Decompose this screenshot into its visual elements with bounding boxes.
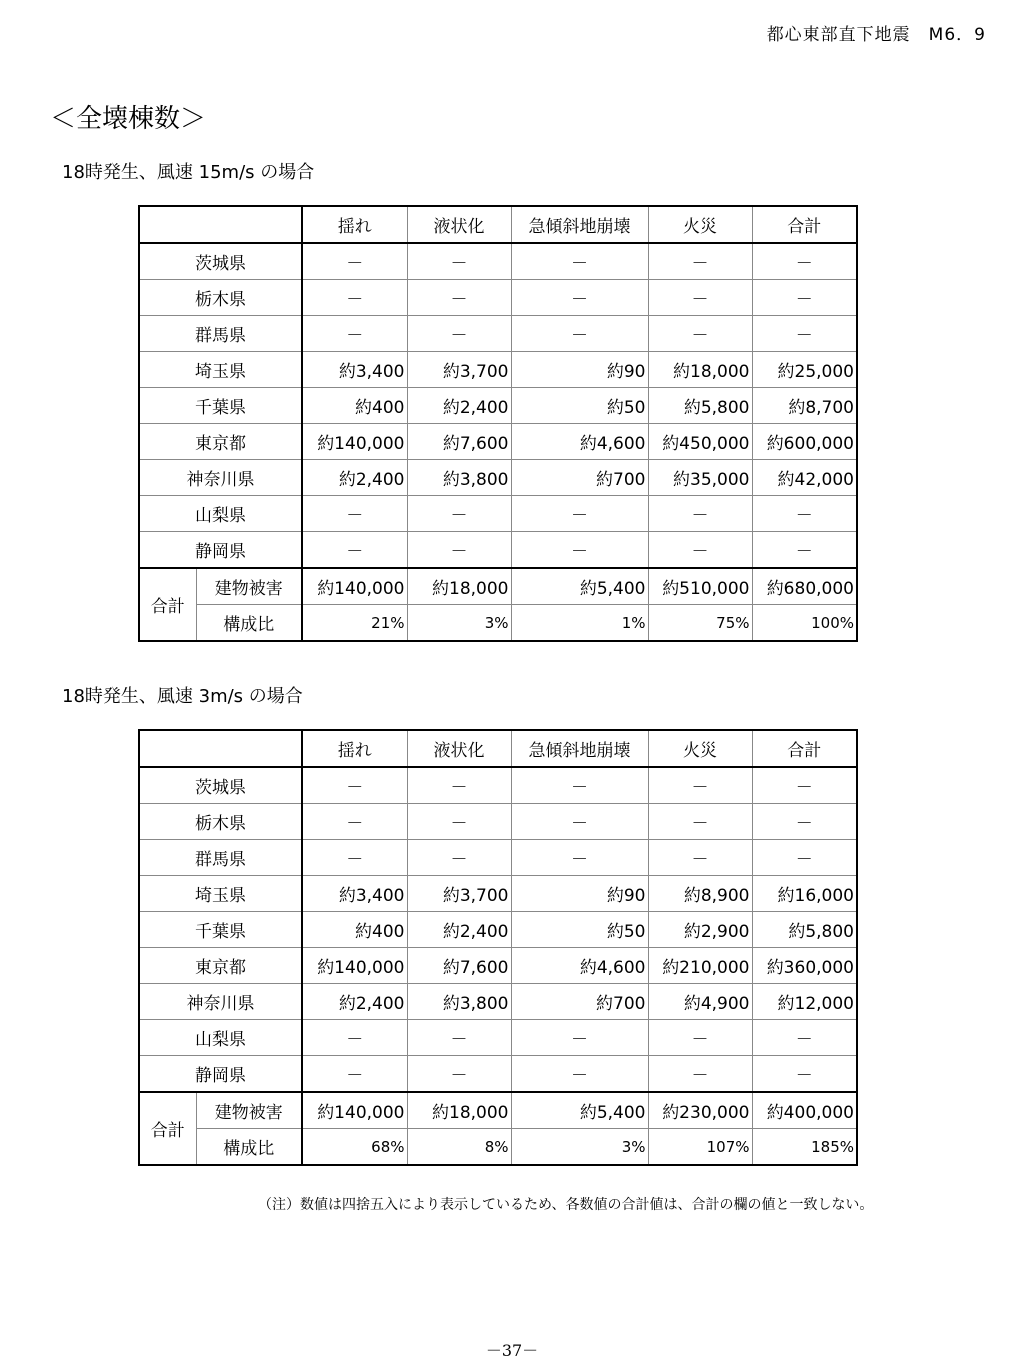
- ratio-value: 100%: [752, 605, 857, 642]
- damage-value: －: [511, 316, 648, 352]
- damage-value: －: [407, 316, 511, 352]
- damage-value: －: [302, 1020, 407, 1056]
- prefecture-name: 栃木県: [139, 280, 302, 316]
- damage-value: －: [752, 1020, 857, 1056]
- damage-value: 約600,000: [752, 424, 857, 460]
- damage-value: －: [752, 804, 857, 840]
- damage-value: －: [302, 243, 407, 280]
- header-corner-cell: [139, 206, 302, 243]
- damage-value: 約3,800: [407, 984, 511, 1020]
- total-value: 約5,400: [511, 1092, 648, 1129]
- prefecture-name: 千葉県: [139, 912, 302, 948]
- total-value: 約5,400: [511, 568, 648, 605]
- page-number: －37－: [485, 1341, 539, 1360]
- table-row: [139, 840, 857, 876]
- ratio-row: [139, 605, 857, 642]
- damage-value: 約8,900: [648, 876, 752, 912]
- damage-value: －: [302, 840, 407, 876]
- damage-value: －: [511, 532, 648, 569]
- prefecture-name: 茨城県: [139, 243, 302, 280]
- column-header: 火災: [648, 206, 752, 243]
- table-row: [139, 460, 857, 496]
- damage-value: 約50: [511, 912, 648, 948]
- prefecture-name: 東京都: [139, 948, 302, 984]
- composition-ratio-label: 構成比: [196, 605, 302, 642]
- prefecture-name: 静岡県: [139, 532, 302, 569]
- total-label: 合計: [139, 568, 196, 641]
- damage-value: －: [407, 767, 511, 804]
- column-header: 合計: [752, 206, 857, 243]
- table-row: [139, 243, 857, 280]
- case-label-wind-15: 18時発生、風速 15m/s の場合: [62, 162, 315, 183]
- table-row: [139, 767, 857, 804]
- damage-value: －: [752, 496, 857, 532]
- damage-value: 約7,600: [407, 948, 511, 984]
- damage-value: 約360,000: [752, 948, 857, 984]
- damage-value: 約450,000: [648, 424, 752, 460]
- damage-value: 約16,000: [752, 876, 857, 912]
- damage-value: －: [302, 280, 407, 316]
- total-value: 約140,000: [302, 1092, 407, 1129]
- damage-value: 約3,400: [302, 352, 407, 388]
- damage-value: －: [407, 840, 511, 876]
- total-value: 約140,000: [302, 568, 407, 605]
- damage-value: －: [511, 804, 648, 840]
- case-label-wind-3: 18時発生、風速 3m/s の場合: [62, 686, 303, 707]
- damage-value: －: [752, 243, 857, 280]
- damage-value: 約3,400: [302, 876, 407, 912]
- prefecture-name: 神奈川県: [139, 460, 302, 496]
- damage-value: －: [302, 496, 407, 532]
- table-row: [139, 352, 857, 388]
- table-header-row: [139, 206, 857, 243]
- damage-value: 約90: [511, 352, 648, 388]
- table-row: [139, 876, 857, 912]
- damage-value: －: [407, 243, 511, 280]
- damage-value: －: [511, 280, 648, 316]
- ratio-value: 21%: [302, 605, 407, 642]
- table-row: [139, 984, 857, 1020]
- damage-value: 約2,400: [302, 984, 407, 1020]
- table-header-row: [139, 730, 857, 767]
- damage-value: －: [511, 496, 648, 532]
- damage-value: 約5,800: [752, 912, 857, 948]
- column-header: 急傾斜地崩壊: [511, 206, 648, 243]
- damage-value: －: [511, 1056, 648, 1093]
- damage-value: －: [407, 804, 511, 840]
- header-corner-cell: [139, 730, 302, 767]
- document-header-caption: 都心東部直下地震 M6．9: [766, 25, 986, 45]
- prefecture-name: 山梨県: [139, 496, 302, 532]
- damage-value: －: [302, 316, 407, 352]
- damage-value: －: [511, 243, 648, 280]
- damage-value: －: [648, 316, 752, 352]
- damage-table-wind-15: [138, 205, 858, 642]
- column-header: 急傾斜地崩壊: [511, 730, 648, 767]
- page-title: ＜全壊棟数＞: [50, 104, 207, 134]
- damage-value: 約12,000: [752, 984, 857, 1020]
- damage-value: 約35,000: [648, 460, 752, 496]
- damage-value: －: [302, 804, 407, 840]
- damage-value: －: [648, 804, 752, 840]
- ratio-value: 68%: [302, 1129, 407, 1166]
- damage-value: －: [407, 532, 511, 569]
- damage-value: －: [648, 840, 752, 876]
- prefecture-name: 千葉県: [139, 388, 302, 424]
- table-row: [139, 532, 857, 569]
- damage-value: 約5,800: [648, 388, 752, 424]
- damage-value: －: [648, 496, 752, 532]
- table-row: [139, 1056, 857, 1093]
- table-row: [139, 280, 857, 316]
- column-header: 液状化: [407, 730, 511, 767]
- ratio-value: 3%: [407, 605, 511, 642]
- total-value: 約18,000: [407, 1092, 511, 1129]
- damage-value: －: [648, 767, 752, 804]
- column-header: 合計: [752, 730, 857, 767]
- total-row: [139, 568, 857, 605]
- total-label: 合計: [139, 1092, 196, 1165]
- damage-value: －: [752, 280, 857, 316]
- ratio-value: 75%: [648, 605, 752, 642]
- damage-value: 約90: [511, 876, 648, 912]
- ratio-value: 185%: [752, 1129, 857, 1166]
- damage-value: 約2,400: [302, 460, 407, 496]
- column-header: 火災: [648, 730, 752, 767]
- prefecture-name: 群馬県: [139, 316, 302, 352]
- damage-value: －: [752, 532, 857, 569]
- damage-value: －: [407, 280, 511, 316]
- damage-value: 約140,000: [302, 424, 407, 460]
- prefecture-name: 東京都: [139, 424, 302, 460]
- table-row: [139, 912, 857, 948]
- total-value: 約230,000: [648, 1092, 752, 1129]
- damage-value: 約700: [511, 460, 648, 496]
- building-damage-label: 建物被害: [196, 568, 302, 605]
- damage-value: －: [648, 1020, 752, 1056]
- ratio-value: 1%: [511, 605, 648, 642]
- table-row: [139, 804, 857, 840]
- damage-value: 約2,400: [407, 912, 511, 948]
- damage-value: －: [407, 496, 511, 532]
- damage-value: 約18,000: [648, 352, 752, 388]
- damage-value: －: [511, 840, 648, 876]
- damage-value: －: [752, 316, 857, 352]
- prefecture-name: 神奈川県: [139, 984, 302, 1020]
- ratio-value: 8%: [407, 1129, 511, 1166]
- damage-table-wind-3: [138, 729, 858, 1166]
- composition-ratio-label: 構成比: [196, 1129, 302, 1166]
- damage-value: 約3,700: [407, 352, 511, 388]
- column-header: 揺れ: [302, 730, 407, 767]
- damage-value: 約2,900: [648, 912, 752, 948]
- total-row: [139, 1092, 857, 1129]
- total-value: 約680,000: [752, 568, 857, 605]
- damage-value: 約4,900: [648, 984, 752, 1020]
- prefecture-name: 埼玉県: [139, 352, 302, 388]
- damage-value: －: [302, 1056, 407, 1093]
- building-damage-label: 建物被害: [196, 1092, 302, 1129]
- prefecture-name: 栃木県: [139, 804, 302, 840]
- damage-value: －: [752, 767, 857, 804]
- table-row: [139, 316, 857, 352]
- damage-value: －: [302, 532, 407, 569]
- damage-value: －: [752, 1056, 857, 1093]
- damage-value: 約3,700: [407, 876, 511, 912]
- damage-value: 約4,600: [511, 424, 648, 460]
- damage-value: 約50: [511, 388, 648, 424]
- total-value: 約18,000: [407, 568, 511, 605]
- damage-value: 約2,400: [407, 388, 511, 424]
- damage-value: 約400: [302, 912, 407, 948]
- damage-value: －: [648, 532, 752, 569]
- damage-value: －: [511, 1020, 648, 1056]
- damage-value: －: [407, 1056, 511, 1093]
- table-row: [139, 948, 857, 984]
- damage-value: －: [648, 243, 752, 280]
- damage-value: 約4,600: [511, 948, 648, 984]
- ratio-row: [139, 1129, 857, 1166]
- ratio-value: 3%: [511, 1129, 648, 1166]
- damage-value: 約8,700: [752, 388, 857, 424]
- table-row: [139, 1020, 857, 1056]
- prefecture-name: 山梨県: [139, 1020, 302, 1056]
- prefecture-name: 静岡県: [139, 1056, 302, 1093]
- damage-value: －: [752, 840, 857, 876]
- damage-value: －: [648, 1056, 752, 1093]
- damage-value: －: [511, 767, 648, 804]
- damage-value: 約42,000: [752, 460, 857, 496]
- damage-value: 約3,800: [407, 460, 511, 496]
- damage-value: －: [302, 767, 407, 804]
- table-row: [139, 496, 857, 532]
- damage-value: 約140,000: [302, 948, 407, 984]
- prefecture-name: 茨城県: [139, 767, 302, 804]
- ratio-value: 107%: [648, 1129, 752, 1166]
- damage-value: －: [407, 1020, 511, 1056]
- prefecture-name: 埼玉県: [139, 876, 302, 912]
- damage-value: 約700: [511, 984, 648, 1020]
- footnote: （注）数値は四捨五入により表示しているため、各数値の合計値は、合計の欄の値と一致しない。: [258, 1197, 874, 1213]
- column-header: 揺れ: [302, 206, 407, 243]
- damage-value: 約25,000: [752, 352, 857, 388]
- total-value: 約510,000: [648, 568, 752, 605]
- damage-value: 約400: [302, 388, 407, 424]
- prefecture-name: 群馬県: [139, 840, 302, 876]
- total-value: 約400,000: [752, 1092, 857, 1129]
- table-row: [139, 388, 857, 424]
- damage-value: －: [648, 280, 752, 316]
- damage-value: 約210,000: [648, 948, 752, 984]
- damage-value: 約7,600: [407, 424, 511, 460]
- column-header: 液状化: [407, 206, 511, 243]
- table-row: [139, 424, 857, 460]
